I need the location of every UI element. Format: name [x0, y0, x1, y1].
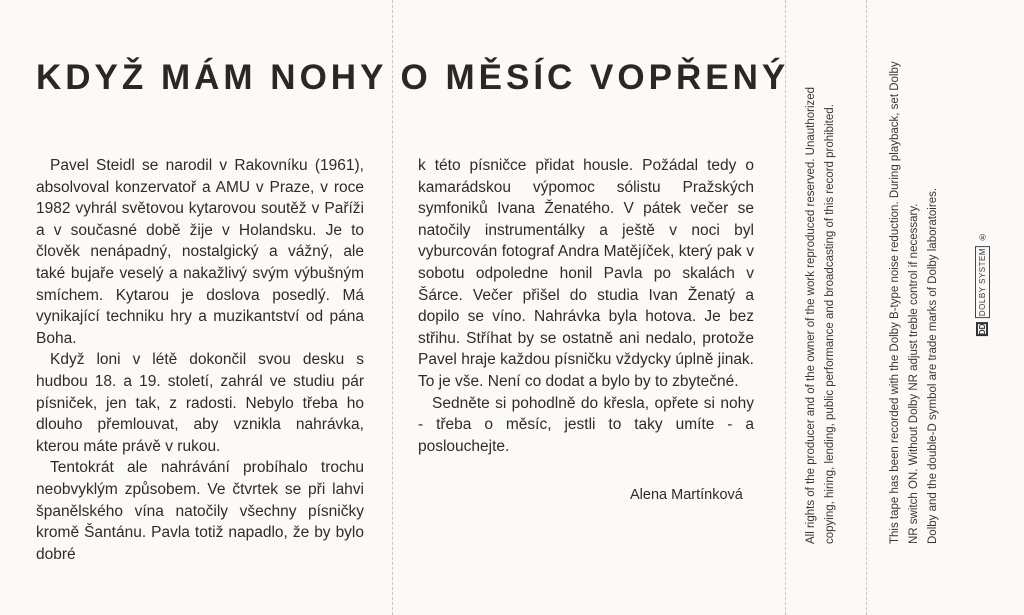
paragraph: Tentokrát ale nahrávání probíhalo trochu neobvyklým způsobem. Ve čtvrtek se při lahvi španělského vína natočily všechny písničky kromě Šantánu. Pavla totiž napadlo, že by bylo dobré [36, 459, 364, 563]
left-text-column [36, 155, 364, 565]
page-title: KDYŽ MÁM NOHY O MĚSÍC VOPŘENÝ [36, 58, 790, 97]
dolby-logo [975, 232, 990, 336]
dolby-notice [886, 44, 962, 544]
double-d-icon: DD [978, 323, 987, 335]
right-text-column [418, 155, 754, 457]
dolby-text-1: This tape has been recorded with the Dolby B-type noise reduction. During playback, set Dolby NR switch ON. Without Dolby NR adjust treble control if necessary. [889, 61, 920, 544]
paragraph: Pavel Steidl se narodil v Rakovníku (1961), absolvoval konzervatoř a AMU v Praze, v roce 1982 vyhrál světovou kytarovou soutěž v Paříži a v současné době žije v Holandsku. Je to člověk nenápadný, nostalgický a vážný, ale také bujaře veselý a nakažlivý svým výbušným smíchem. Kytarou je doslova posedlý. Má vynikající techniku hry a muzikantství od pána Boha. [36, 157, 364, 347]
rights-text: All rights of the producer and of the owner of the work reproduced reserved. Unauthorized copying, hiring, lending, public performance and broadcasting of this record prohibited. [805, 86, 836, 544]
dolby-text-2: Dolby and the double-D symbol are trade marks of Dolby laboratoires. [927, 187, 939, 544]
paragraph: k této písničce přidat housle. Požádal tedy o kamarádskou výpomoc sólistu Pražských symfoniků Ivana Ženatého. V pátek večer se natočily instrumentálky a ještě v noci byl vyburcován fotograf Andra Matějíček, který pak v sobotu odpoledne honil Pavla po skalách v Šárce. Večer přišel do studia Ivan Ženatý a dopilo se víno. Nahrávka byla hotova. Je bez střihu. Stříhat by se ostatně ani nedalo, protože Pavel hraje každou písničku vždycky úplně jinak. To je vše. Není co dodat a bylo by to zbytečné. [418, 157, 754, 390]
fold-line-3 [866, 0, 867, 615]
dolby-system-label: DOLBY SYSTEM [975, 246, 990, 318]
paragraph: Sedněte si pohodlně do křesla, opřete si nohy - třeba o měsíc, jestli to taky umíte - a poslouchejte. [418, 394, 754, 455]
author-signature: Alena Martínková [630, 487, 743, 503]
paragraph: Když loni v létě dokončil svou desku s hudbou 18. a 19. století, zahrál ve studiu pár písniček, jen tak, z radosti. Nebylo třeba ho dlouho přemlouvat, aby vznikla nahrávka, kterou máte právě v rukou. [36, 351, 364, 455]
registered-mark: ® [977, 232, 988, 242]
rights-notice [802, 44, 864, 544]
